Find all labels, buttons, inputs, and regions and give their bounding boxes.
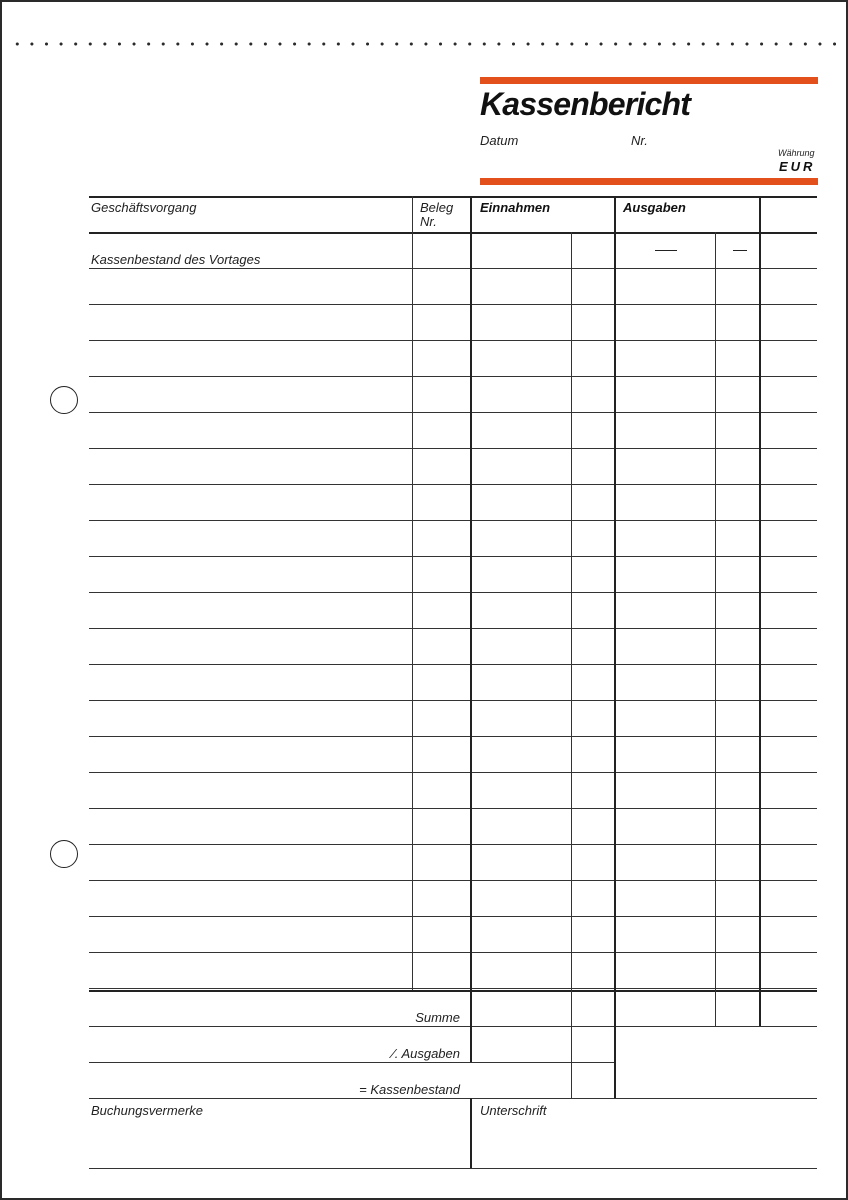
table-top-rule [89,196,817,198]
row-rule [89,988,817,989]
expenses-cents-dash-mark [733,250,747,251]
income-column-divider [470,196,472,1062]
row-rule [89,304,817,305]
row-rule [89,628,817,629]
footer-bottom-rule [89,1168,817,1169]
cash-balance-row-rule [89,1098,817,1099]
expenses-dash-mark [655,250,677,251]
currency-label: Währung [778,148,815,158]
table-header-rule [89,232,817,234]
row-rule [89,520,817,521]
row-rule [89,844,817,845]
last-column-divider [759,196,761,1026]
row-rule [89,952,817,953]
row-rule [89,376,817,377]
column-header-income: Einnahmen [480,200,551,215]
row-rule [89,556,817,557]
row-rule [89,700,817,701]
signature-label: Unterschrift [480,1103,547,1118]
receipt-column-divider [412,196,413,990]
row-rule [89,916,817,917]
currency-value: EUR [779,159,816,174]
number-label: Nr. [631,133,648,148]
row-rule [89,736,817,737]
row-rule [89,412,817,413]
minus-expenses-row-rule [89,1062,614,1063]
punch-hole-lower [50,840,78,868]
header-accent-bar-top [480,77,818,84]
cash-balance-label: = Kassenbestand [359,1082,460,1097]
minus-expenses-label: ⁄. Ausgaben [392,1046,460,1061]
row-rule [89,340,817,341]
expenses-column-divider [614,196,616,1098]
opening-balance-label: Kassenbestand des Vortages [91,252,261,267]
expenses-cents-divider [715,232,716,1026]
date-label: Datum [480,133,519,148]
punch-hole-upper [50,386,78,414]
column-header-receipt-line2: Nr. [420,214,437,229]
perforation-line [10,42,840,46]
income-cents-divider [571,232,572,1098]
row-rule [89,772,817,773]
row-rule [89,808,817,809]
form-title: Kassenbericht [480,86,691,122]
header-accent-bar-bottom [480,178,818,185]
row-rule [89,664,817,665]
row-rule [89,268,817,269]
table-body-bottom-rule [89,990,817,992]
column-header-receipt-line1: Beleg [420,200,454,215]
sum-label: Summe [415,1010,460,1025]
column-header-expenses: Ausgaben [623,200,686,215]
row-rule [89,484,817,485]
row-rule [89,880,817,881]
booking-notes-label: Buchungsvermerke [91,1103,203,1118]
row-rule [89,448,817,449]
row-rule [89,592,817,593]
sum-row-rule [89,1026,817,1027]
footer-divider [470,1098,472,1168]
column-header-transaction: Geschäftsvorgang [91,200,197,215]
